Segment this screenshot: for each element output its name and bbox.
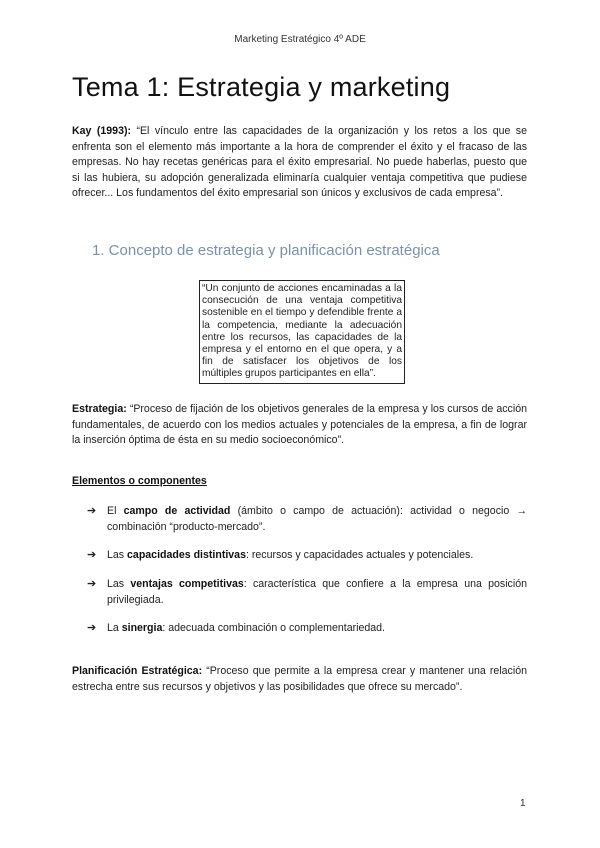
item-prefix: Las xyxy=(107,549,128,561)
page-title: Tema 1: Estrategia y marketing xyxy=(72,72,451,102)
kay-label: Kay (1993): xyxy=(72,125,132,137)
page-number: 1 xyxy=(520,798,526,809)
item-prefix: El xyxy=(107,505,124,517)
page-header: Marketing Estratégico 4º ADE xyxy=(234,34,366,45)
item-description: : recursos y capacidades actuales y potenciales. xyxy=(245,549,474,561)
item-description: : adecuada combinación o complementariedad. xyxy=(162,622,385,634)
item-prefix: La xyxy=(107,622,122,634)
kay-text: “El vínculo entre las capacidades de la organización y los retos a los que se enfrenta son el elemento más importante a la hora de comprender el éxito y el fracaso de las empresas. No hay recetas genéricas para el éxito empresarial. No puede haberlas, puesto que si las hubiera, su adopción generalizada eliminaría cualquier ventaja competitiva que pudiese ofrecer... Los fundamentos del éxito empresarial son únicos y exclusivos de cada empresa”. xyxy=(72,125,527,199)
arrow-bullet-icon: ➔ xyxy=(87,622,97,634)
estrategia-text: “Proceso de fijación de los objetivos generales de la empresa y los cursos de acción fundamentales, de acuerdo con los medios actuales y potenciales de la empresa, a fin de lograr la inserción óptima de ésta en su medio socioeconómico”. xyxy=(72,403,527,446)
list-item xyxy=(87,621,527,637)
list-item xyxy=(87,548,527,564)
item-term: capacidades distintivas xyxy=(127,549,246,561)
item-term: ventajas competitivas xyxy=(130,578,244,590)
elementos-heading: Elementos o componentes xyxy=(72,475,207,487)
planificacion-paragraph xyxy=(72,664,527,695)
estrategia-paragraph xyxy=(72,402,527,449)
list-item xyxy=(87,504,527,535)
planificacion-label: Planificación Estratégica: xyxy=(72,665,203,677)
item-description: : característica que confiere a la empresa una posición privilegiada. xyxy=(107,578,527,606)
arrow-bullet-icon: ➔ xyxy=(87,549,97,561)
kay-quote-paragraph xyxy=(72,124,527,202)
item-description: (ámbito o campo de actuación): actividad o negocio → combinación “producto-mercado”. xyxy=(107,505,528,533)
item-term: sinergia xyxy=(121,622,163,634)
strategy-definition-box: “Un conjunto de acciones encaminadas a la consecución de una ventaja competitiva sostenible en el tiempo y defendible frente a la competencia, mediante la adecuación entre los recursos, las capacidades de la empresa y el entorno en el que opera, y a fin de satisfacer los objetivos de los múltiples grupos participantes en ella”. xyxy=(199,280,405,384)
section-1-title: 1. Concepto de estrategia y planificación estratégica xyxy=(92,242,440,259)
item-term: campo de actividad xyxy=(123,505,231,517)
planificacion-text: “Proceso que permite a la empresa crear y mantener una relación estrecha entre sus recursos y objetivos y las posibilidades que ofrece su mercado”. xyxy=(72,665,527,693)
estrategia-label: Estrategia: xyxy=(72,403,127,415)
arrow-bullet-icon: ➔ xyxy=(87,578,97,590)
item-prefix: Las xyxy=(107,578,131,590)
arrow-bullet-icon: ➔ xyxy=(87,505,97,517)
list-item xyxy=(87,577,527,608)
